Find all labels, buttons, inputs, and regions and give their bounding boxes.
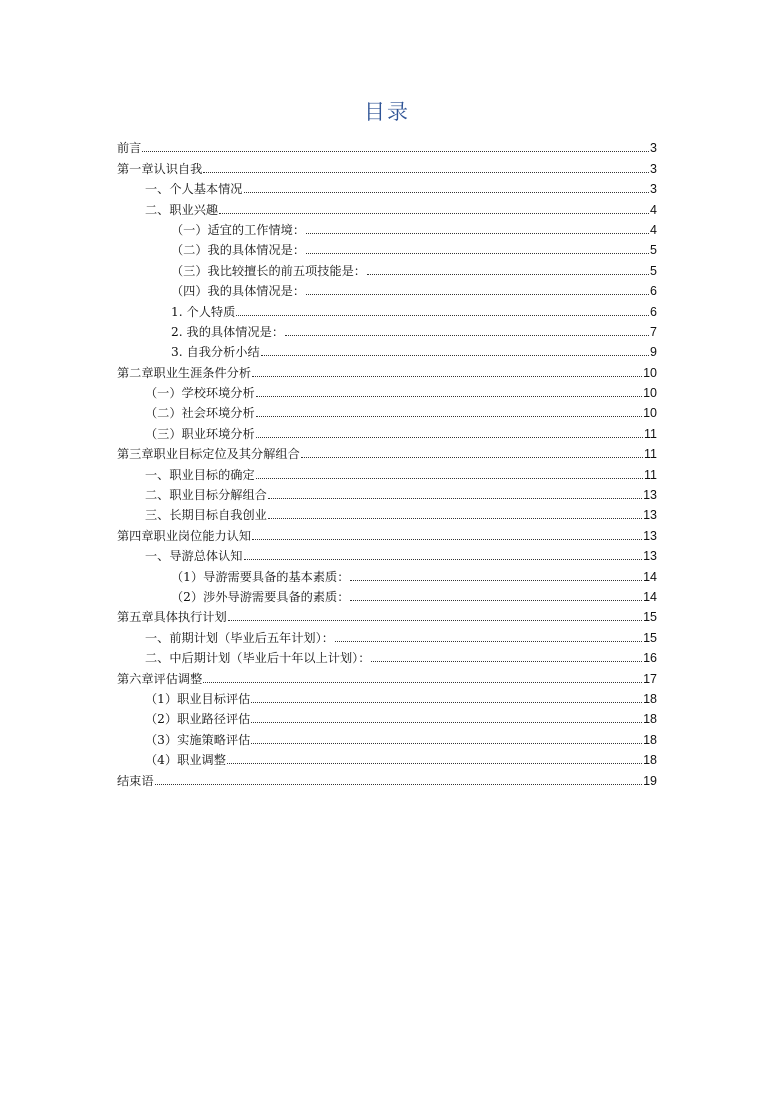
dot-leader (203, 682, 642, 683)
toc-entry[interactable] (117, 707, 657, 727)
dot-leader (256, 396, 642, 397)
toc-entry-label: 第六章评估调整 (117, 671, 203, 686)
toc-entry[interactable] (117, 442, 657, 462)
dot-leader (350, 580, 642, 581)
dot-leader (244, 559, 643, 560)
dot-leader (155, 784, 643, 785)
toc-entry-label: 第三章职业目标定位及其分解组合 (117, 447, 300, 462)
toc-entry-page-number: 13 (643, 508, 657, 523)
toc-entry-label: 结束语 (117, 773, 154, 788)
toc-entry[interactable] (117, 768, 657, 788)
dot-leader (306, 294, 649, 295)
dot-leader (251, 702, 642, 703)
toc-entry[interactable] (117, 360, 657, 380)
toc-entry[interactable] (117, 666, 657, 686)
toc-entry-page-number: 14 (643, 569, 657, 584)
toc-entry-label: 第四章职业岗位能力认知 (117, 528, 252, 543)
toc-entry-page-number: 15 (643, 630, 657, 645)
toc-entry[interactable] (117, 483, 657, 503)
toc-entry[interactable] (117, 299, 657, 319)
toc-entry[interactable] (117, 625, 657, 645)
dot-leader (350, 600, 642, 601)
dot-leader (301, 457, 643, 458)
toc-entry-page-number: 6 (650, 304, 657, 319)
toc-entry-page-number: 7 (650, 324, 657, 339)
dot-leader (236, 315, 649, 316)
toc-entry-label: 第二章职业生涯条件分析 (117, 365, 252, 380)
dot-leader (268, 498, 642, 499)
toc-entry[interactable] (117, 238, 657, 258)
toc-entry-label: （1）导游需要具备的基本素质： (171, 569, 350, 584)
toc-entry-page-number: 5 (650, 243, 657, 258)
toc-entry-label: 二、中后期计划（毕业后十年以上计划）： (145, 651, 371, 666)
toc-entry-page-number: 10 (643, 365, 657, 380)
toc-entry[interactable] (117, 381, 657, 401)
toc-entry-page-number: 4 (650, 222, 657, 237)
toc-entry-page-number: 3 (650, 161, 657, 176)
dot-leader (219, 213, 649, 214)
toc-entry[interactable] (117, 585, 657, 605)
toc-entry-label: 前言 (117, 141, 142, 156)
toc-entry-page-number: 17 (643, 671, 657, 686)
dot-leader (285, 335, 649, 336)
toc-entry-page-number: 9 (650, 345, 657, 360)
toc-entry-label: （2）涉外导游需要具备的素质： (171, 589, 350, 604)
toc-entry-label: 第一章认识自我 (117, 161, 203, 176)
dot-leader (203, 172, 649, 173)
toc-entry-label: 一、职业目标的确定 (145, 467, 255, 482)
toc-entry[interactable] (117, 340, 657, 360)
toc-entry-page-number: 14 (643, 589, 657, 604)
toc-entry[interactable] (117, 279, 657, 299)
toc-entry-label: 2. 我的具体情况是： (171, 324, 285, 339)
toc-entry[interactable] (117, 523, 657, 543)
toc-entry-label: （四）我的具体情况是： (171, 284, 306, 299)
toc-entry[interactable] (117, 401, 657, 421)
toc-entry-label: （一）学校环境分析 (145, 386, 255, 401)
dot-leader (227, 763, 642, 764)
toc-entry[interactable] (117, 605, 657, 625)
toc-entry-label: 第五章具体执行计划 (117, 610, 227, 625)
dot-leader (335, 641, 642, 642)
table-of-contents (117, 136, 657, 789)
toc-entry-page-number: 10 (643, 386, 657, 401)
dot-leader (251, 722, 642, 723)
toc-entry-page-number: 10 (643, 406, 657, 421)
toc-entry-label: （三）我比较擅长的前五项技能是： (171, 263, 366, 278)
toc-entry-page-number: 6 (650, 284, 657, 299)
toc-entry-page-number: 13 (643, 528, 657, 543)
dot-leader (371, 661, 642, 662)
toc-entry-page-number: 3 (650, 141, 657, 156)
toc-entry[interactable] (117, 421, 657, 441)
toc-entry-page-number: 18 (643, 753, 657, 768)
toc-entry-label: 一、前期计划（毕业后五年计划）： (145, 630, 334, 645)
dot-leader (244, 192, 650, 193)
dot-leader (252, 539, 642, 540)
toc-entry-label: （一）适宜的工作情境： (171, 222, 306, 237)
dot-leader (261, 355, 649, 356)
toc-entry-label: （4）职业调整 (145, 753, 226, 768)
toc-entry[interactable] (117, 564, 657, 584)
toc-entry[interactable] (117, 748, 657, 768)
toc-entry-label: 三、长期目标自我创业 (145, 508, 267, 523)
toc-entry-label: 一、导游总体认知 (145, 549, 243, 564)
toc-entry[interactable] (117, 177, 657, 197)
toc-entry-page-number: 13 (643, 488, 657, 503)
toc-entry-label: 3. 自我分析小结 (171, 345, 260, 360)
toc-entry-label: （二）我的具体情况是： (171, 243, 306, 258)
toc-entry[interactable] (117, 320, 657, 340)
dot-leader (251, 743, 642, 744)
toc-entry[interactable] (117, 197, 657, 217)
dot-leader (228, 620, 642, 621)
toc-entry-label: 二、职业目标分解组合 (145, 488, 267, 503)
toc-entry-page-number: 3 (650, 182, 657, 197)
page-title: 目录 (364, 100, 410, 124)
toc-entry-page-number: 18 (643, 691, 657, 706)
dot-leader (256, 416, 642, 417)
dot-leader (306, 253, 649, 254)
toc-entry-page-number: 18 (643, 712, 657, 727)
toc-entry-page-number: 5 (650, 263, 657, 278)
toc-entry[interactable] (117, 156, 657, 176)
toc-entry[interactable] (117, 503, 657, 523)
toc-entry-page-number: 18 (643, 732, 657, 747)
toc-entry-page-number: 11 (644, 426, 657, 441)
toc-entry-page-number: 11 (644, 467, 657, 482)
dot-leader (256, 437, 643, 438)
dot-leader (256, 478, 643, 479)
toc-entry-label: （3）实施策略评估 (145, 732, 251, 747)
dot-leader (252, 376, 642, 377)
toc-entry[interactable] (117, 727, 657, 747)
toc-entry-page-number: 11 (644, 447, 657, 462)
toc-entry[interactable] (117, 646, 657, 666)
toc-entry[interactable] (117, 218, 657, 238)
toc-entry-page-number: 13 (643, 549, 657, 564)
toc-entry[interactable] (117, 136, 657, 156)
toc-entry[interactable] (117, 687, 657, 707)
toc-entry-label: 一、个人基本情况 (145, 182, 243, 197)
dot-leader (268, 518, 642, 519)
toc-entry-page-number: 15 (643, 610, 657, 625)
toc-entry-label: 1. 个人特质 (171, 304, 236, 319)
toc-entry[interactable] (117, 462, 657, 482)
toc-entry-label: （三）职业环境分析 (145, 426, 255, 441)
toc-entry-page-number: 19 (643, 773, 657, 788)
dot-leader (367, 274, 649, 275)
toc-entry-page-number: 4 (650, 202, 657, 217)
toc-entry-label: （1）职业目标评估 (145, 691, 251, 706)
toc-entry-label: 二、职业兴趣 (145, 202, 219, 217)
dot-leader (306, 233, 649, 234)
toc-entry[interactable] (117, 258, 657, 278)
toc-entry-label: （2）职业路径评估 (145, 712, 251, 727)
toc-entry-page-number: 16 (643, 651, 657, 666)
toc-entry[interactable] (117, 544, 657, 564)
toc-entry-label: （二）社会环境分析 (145, 406, 255, 421)
dot-leader (142, 151, 649, 152)
